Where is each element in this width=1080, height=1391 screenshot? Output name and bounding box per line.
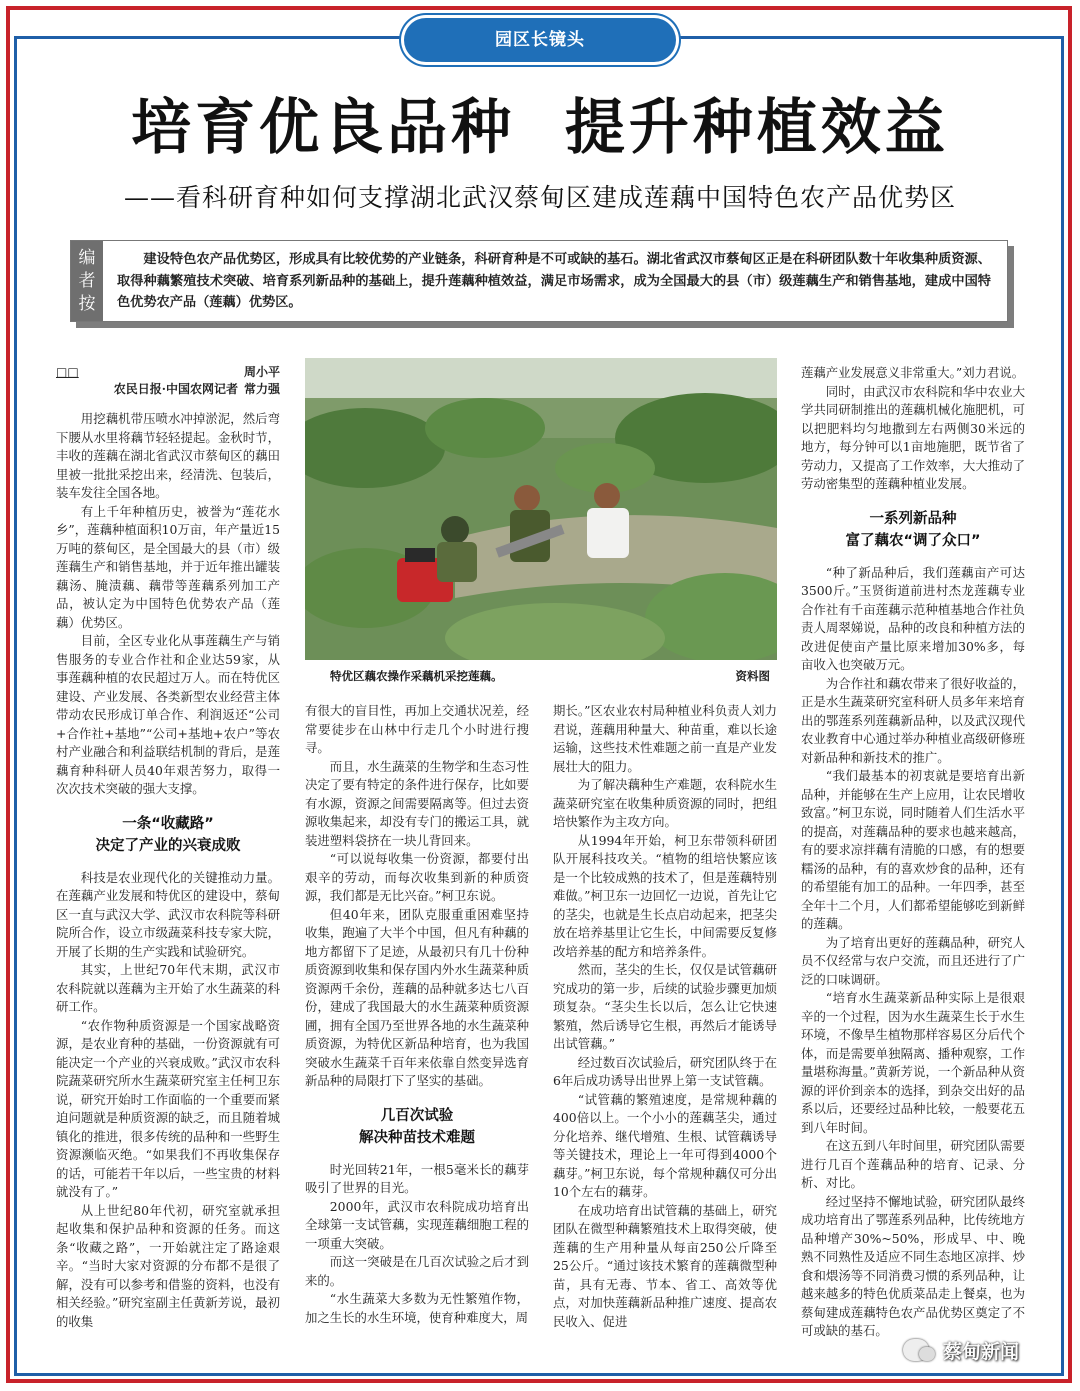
paragraph: “试管藕的繁殖速度，是常规种藕的400倍以上。一个小小的莲藕茎尖，通过分化培养、继代增殖、生根、试管藕诱导等关键技术，理论上一年可得到4000个藕芽。”柯卫东说，每个常规种藕仅可分出10个左右的藕芽。 [553, 1091, 777, 1199]
byline [56, 364, 280, 398]
section-heading [801, 508, 1025, 552]
photo-credit: 资料图 [735, 669, 770, 683]
paragraph: 为合作社和藕农带来了很好收益的，正是水生蔬菜研究室科研人员多年来培育出的鄂莲系列莲藕新品种，以及武汉现代农业教育中心通过举办种植业高级研修班对新品种和新技术的推广。 [801, 675, 1025, 765]
paragraph: 然而，茎尖的生长，仅仅是试管藕研究成功的第一步，后续的试验步骤更加烦琐复杂。“茎尖生长以后，怎么让它快速繁殖，然后诱导它生根，再然后才能诱导出试管藕。” [553, 962, 777, 1051]
lotus-harvest-photo [305, 358, 777, 660]
paragraph: “农作物种质资源是一个国家战略资源，是农业育种的基础，一份资源就有可能决定一个产业的兴衰成败。”武汉市农科院蔬菜研究所水生蔬菜研究室主任柯卫东说，研究开始时工作面临的一个重要而紧迫问题就是种质资源的缺乏，而且随着城镇化的推进，很多传统的品种和一些野生资源濒临灭绝。“如果我们不再收集保存的话，可能若干年以后，一些宝贵的材料就没有了。” [56, 1017, 280, 1199]
paragraph: 在这五到八年时间里，研究团队需要进行几百个莲藕品种的培育、记录、分析、对比。 [801, 1138, 1025, 1190]
section-heading-line2: 决定了产业的兴衰成败 [95, 837, 241, 854]
article-column-1 [56, 364, 280, 1331]
paragraph: 为了培育出更好的莲藕品种，研究人员不仅经常与农户交流，而且还进行了广泛的口味调研。 [801, 934, 1025, 987]
section-heading-line1: 几百次试验 [380, 1107, 454, 1124]
paragraph: 其实，上世纪70年代末期，武汉市农科院就以莲藕为主开始了水生蔬菜的科研工作。 [56, 962, 280, 1014]
paragraph: 有上千年种植历史，被誉为“莲花水乡”，莲藕种植面积10万亩，年产量近15万吨的蔡甸区，是全国最大的县（市）级莲藕生产和销售基地，并于近年推出罐装藕汤、腌渍藕、藕带等莲藕系列加工产品，被认定为中国特色优势农产品（莲藕）优势区。 [56, 503, 280, 630]
wechat-watermark [903, 1333, 1053, 1367]
section-heading [305, 1105, 529, 1149]
paragraph: 从上世纪80年代初，研究室就承担起收集和保护品种和资源的任务。而这条“收藏之路”，一开始就注定了路途艰辛。“当时大家对资源的分布都不是很了解，没有可以参考和借鉴的资料，也没有相关经验。”研究室副主任黄新芳说，最初的收集 [56, 1202, 280, 1329]
section-heading-line1: 一条“收藏路” [122, 815, 214, 832]
paragraph: 科技是农业现代化的关键推动力量。在莲藕产业发展和特优区的建设中，蔡甸区一直与武汉大学、武汉市农科院等科研院所合作，设立市级蔬菜科技专家大院，开展了长期的生产实践和试验研究。 [56, 869, 280, 959]
paragraph: “可以说每收集一份资源，都要付出艰辛的劳动，而每次收集到新的种质资源，我们都是无比兴奋。”柯卫东说。 [305, 851, 529, 903]
paragraph: 经过坚持不懈地试验，研究团队最终成功培育出了鄂莲系列品种，比传统地方品种增产30%~50%，形成早、中、晚熟不同熟性及适应不同生态地区凉拌、炒食和煨汤等不同消费习惯的系列品种，让越来越多的特色优质菜品走上餐桌，也为蔡甸建成莲藕特色农产品优势区奠定了不可或缺的基石。 [801, 1193, 1025, 1338]
photo-caption: 特优区藕农操作采藕机采挖莲藕。 [330, 669, 503, 683]
editor-note-text: 建设特色农产品优势区，形成具有比较优势的产业链条，科研育种是不可或缺的基石。湖北省武汉市蔡甸区正是在科研团队数十年收集种质资源、取得种藕繁殖技术突破、培育系列新品种的基础上，提升莲藕种植效益，满足市场需求，成为全国最大的县（市）级莲藕生产和销售基地，建成中国特色优势农产品（莲藕）优势区。 [117, 252, 991, 310]
paragraph: “培育水生蔬菜新品种实际上是很艰辛的一个过程，因为水生蔬菜生长于水生环境，不像旱生植物那样容易区分后代个体，而是需要单独隔离、播种观察，工作量堪称海量。”黄新芳说，一个新品种从资源的评价到亲本的选择，到杂交出好的品系以后，还要经过品种比较，一般要花五到八年时间。 [801, 990, 1025, 1135]
byline-author-2: 常力强 [243, 382, 280, 396]
article-photo [305, 358, 777, 660]
wechat-icon [903, 1339, 929, 1361]
paragraph: 有很大的盲目性，再加上交通状况差，经常要徒步在山林中行走几个小时进行搜寻。 [305, 703, 529, 755]
section-tag: 园区长镜头 [404, 18, 676, 62]
paragraph: 而且，水生蔬菜的生物学和生态习性决定了要有特定的条件进行保存，比如要有水源，资源之间需要隔离等。但过去资源收集起来，却没有专门的搬运工具，就装进塑料袋挤在一块儿背回来。 [305, 758, 529, 848]
paragraph: 2000年，武汉市农科院成功培育出全球第一支试管藕，实现莲藕细胞工程的一项重大突破。 [305, 1198, 529, 1251]
paragraph: “水生蔬菜大多数为无性繁殖作物，加之生长的水生环境，使育种难度大，周 [305, 1291, 529, 1325]
paragraph: 期长。”区农业农村局种植业科负责人刘力君说，莲藕用种量大、种苗重，难以长途运输，这些技术性难题之前一直是产业发展壮大的阻力。 [553, 703, 777, 774]
editor-note-box [70, 240, 1008, 322]
paragraph: “种了新品种后，我们莲藕亩产可达3500斤。”玉贤街道前进村杰龙莲藕专业合作社有千亩莲藕示范种植基地合作社负责人周翠娣说，品种的改良和种植方法的改进促使亩产量比原来增加30%多，每亩收入也突破万元。 [801, 564, 1025, 672]
byline-line1-left: □□ [56, 365, 79, 379]
section-heading-line2: 富了藕农“调了众口” [845, 532, 981, 549]
paragraph: 经过数百次试验后，研究团队终于在6年后成功诱导出世界上第一支试管藕。 [553, 1054, 777, 1088]
paragraph: 同时，由武汉市农科院和华中农业大学共同研制推出的莲藕机械化施肥机，可以把肥料均匀地撒到左右两侧30米远的地方，每分钟可以1亩地施肥，既节省了劳动力，又提高了工作效率，大大推动了劳动密集型的莲藕种植业发展。 [801, 383, 1025, 491]
paragraph: 为了解决藕种生产难题，农科院水生蔬菜研究室在收集种质资源的同时，把组培快繁作为主攻方向。 [553, 777, 777, 829]
section-heading-line1: 一系列新品种 [869, 510, 957, 527]
paragraph: 在成功培育出试管藕的基础上，研究团队在微型种藕繁殖技术上取得突破，使莲藕的生产用种量从每亩250公斤降至25公斤。“通过该技术繁育的莲藕微型种苗，具有无毒、节本、省工、高效等优点，对加快莲藕新品种推广速度、提高农民收入、促进 [553, 1202, 777, 1329]
paragraph: 时光回转21年，一根5毫米长的藕芽吸引了世界的目光。 [305, 1161, 529, 1195]
editor-note-label: 编者按 [71, 241, 103, 321]
article-column-4 [801, 364, 1025, 1341]
section-heading [56, 813, 280, 857]
paragraph: 但40年来，团队克服重重困难坚持收集，跑遍了大半个中国，但凡有种藕的地方都留下了足迹，从最初只有几十份种质资源到收集和保存国内外水生蔬菜种质资源两千余份，莲藕的品种就多达七八百份，建成了我国最大的水生蔬菜种质资源圃，拥有全国乃至世界各地的水生蔬菜种质资源，为特优区新品种培育，也为我国突破水生蔬菜千百年来依靠自然变异选育新品种的局限打下了坚实的基础。 [305, 906, 529, 1088]
headline-subtitle: ——看科研育种如何支撑湖北武汉蔡甸区建成莲藕中国特色农产品优势区 [123, 183, 956, 212]
paragraph: 从1994年开始，柯卫东带领科研团队开展科技攻关。“植物的组培快繁应该是一个比较成熟的技术了，但是莲藕特别难做。”柯卫东一边回忆一边说，首先让它的茎尖，也就是生长点启动起来，把茎尖放在培养基里让它生长，中间需要反复修改培养基的配方和培养条件。 [553, 832, 777, 959]
photo-caption-row [330, 668, 770, 684]
paragraph: 而这一突破是在几百次试验之后才到来的。 [305, 1254, 529, 1288]
article-column-3 [553, 702, 777, 1331]
paragraph: 莲藕产业发展意义非常重大。”刘力君说。 [801, 365, 1025, 380]
section-heading-line2: 解决种苗技术难题 [359, 1129, 475, 1146]
paragraph: “我们最基本的初衷就是要培育出新品种，并能够在生产上应用，让农民增收致富。”柯卫东说，同时随着人们生活水平的提高，对莲藕品种的要求也越来越高，有的要求凉拌藕有清脆的口感，有的想要糯汤的品种，有的喜欢炒食的品种，还有的希望能有加工的品种。一年四季，甚至全年十二个月，人们都希望能够吃到新鲜的莲藕。 [801, 768, 1025, 931]
paragraph: 用挖藕机带压喷水冲掉淤泥，然后弯下腰从水里将藕节轻轻提起。金秋时节，丰收的莲藕在湖北省武汉市蔡甸区的藕田里被一批批采挖出来，经清洗、包装后，装车发往全国各地。 [56, 411, 280, 500]
headline-title: 培育优良品种 提升种植效益 [131, 93, 949, 163]
byline-author-1: 周小平 [243, 365, 280, 379]
paragraph: 目前，全区专业化从事莲藕生产与销售服务的专业合作社和企业达59家，从事莲藕种植的农民超过万人。而在特优区建设、产业发展、各类新型农业经营主体带动农民形成订单合作、利润返还“公司+合作社+基地”“公司+基地+农户”等农村产业融合和利益联结机制的背后，是莲藕育种科研人员40年艰苦努力，取得一次次技术突破的强大支撑。 [56, 633, 280, 796]
article-column-2 [305, 702, 529, 1327]
watermark-text: 蔡甸新闻 [943, 1340, 1020, 1363]
byline-outlet: 农民日报·中国农网记者 [113, 382, 238, 396]
